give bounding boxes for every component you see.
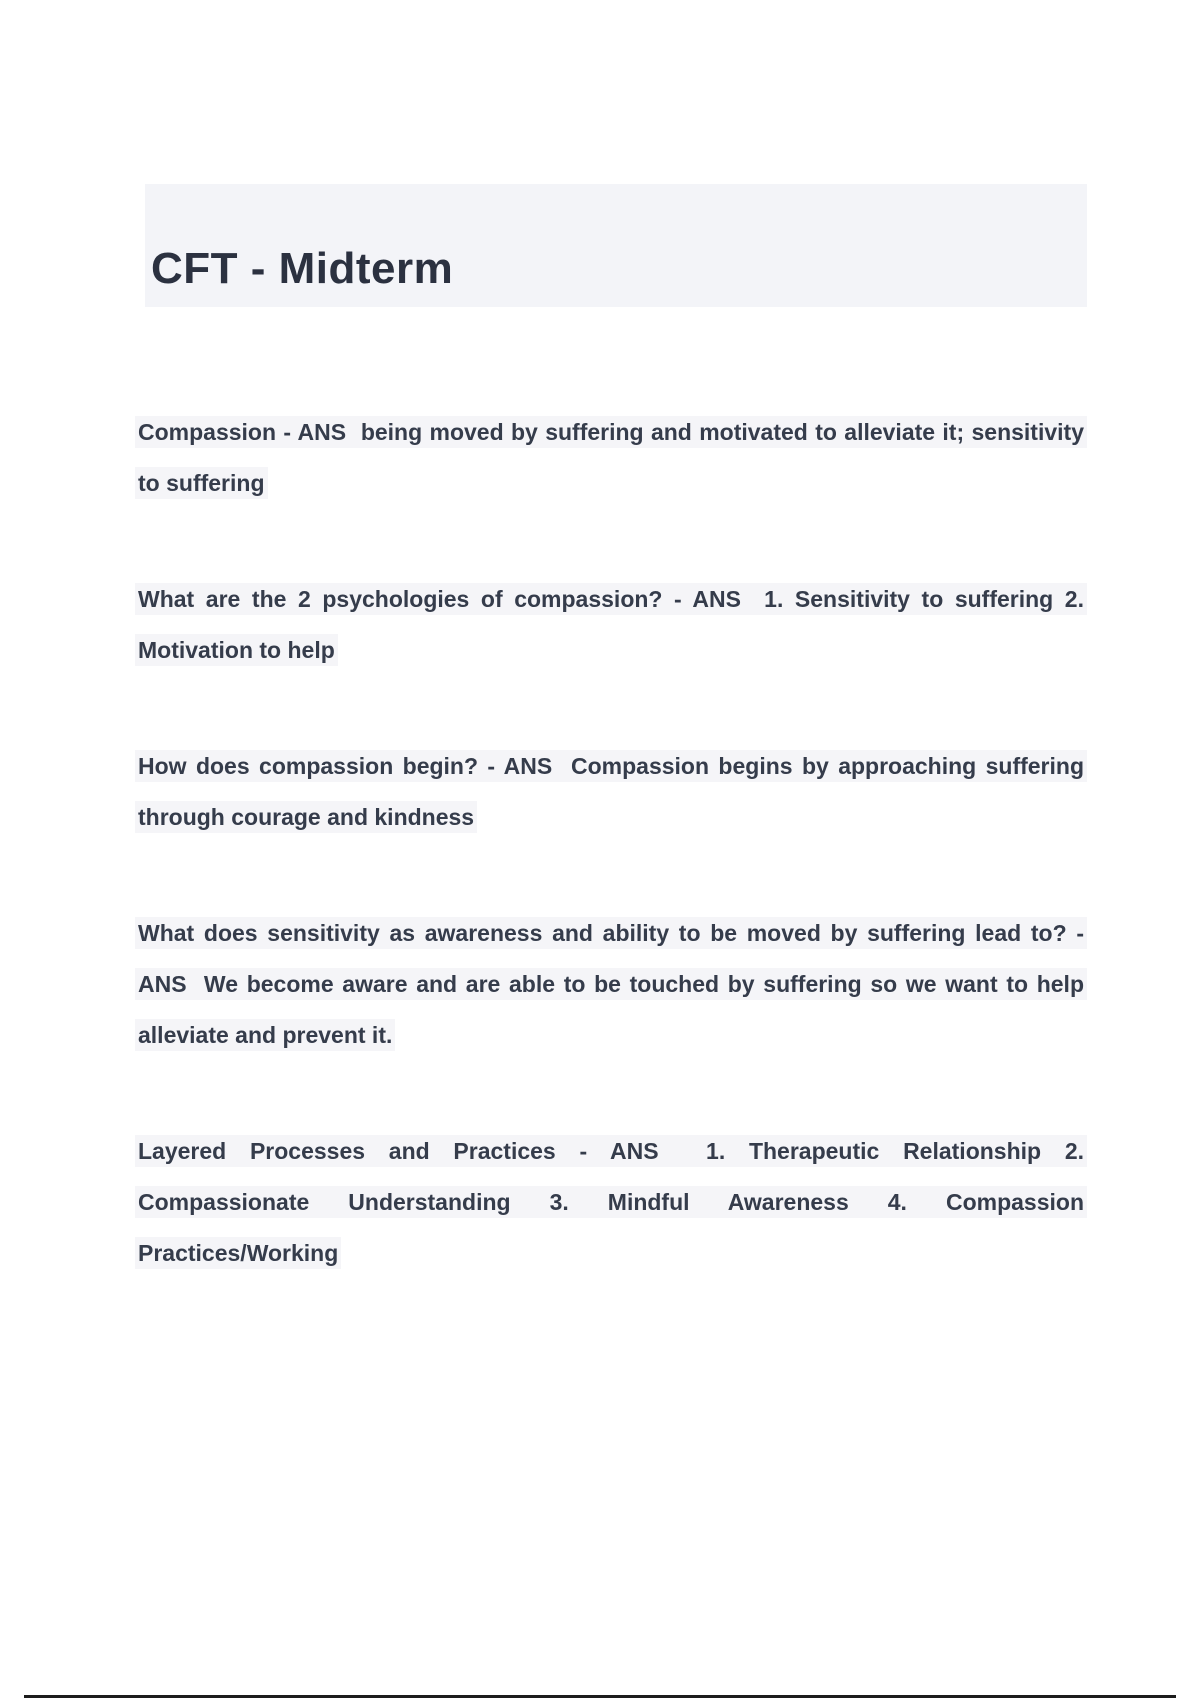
qa-item <box>135 741 1087 843</box>
qa-item <box>135 407 1087 509</box>
qa-text: Compassion - ANS being moved by suffering and motivated to alleviate it; sensitivity to suffering <box>135 416 1087 499</box>
document-body <box>135 407 1087 1279</box>
qa-text: What does sensitivity as awareness and ability to be moved by suffering lead to? - ANS We become aware and are able to be touched by suffering so we want to help alleviate and prevent it. <box>135 917 1087 1051</box>
page-title: CFT - Midterm <box>151 244 454 293</box>
qa-text: What are the 2 psychologies of compassion? - ANS 1. Sensitivity to suffering 2. Motivation to help <box>135 583 1087 666</box>
document-title-block <box>145 184 1087 307</box>
document-content <box>135 184 1087 1279</box>
qa-item <box>135 574 1087 676</box>
page-bottom-divider <box>24 1695 1176 1698</box>
qa-text: Layered Processes and Practices - ANS 1. Therapeutic Relationship 2. Compassionate Understanding 3. Mindful Awareness 4. Compassion Practices/Working <box>135 1135 1087 1269</box>
qa-item <box>135 1126 1087 1279</box>
qa-text: How does compassion begin? - ANS Compassion begins by approaching suffering through courage and kindness <box>135 750 1087 833</box>
qa-item <box>135 908 1087 1061</box>
